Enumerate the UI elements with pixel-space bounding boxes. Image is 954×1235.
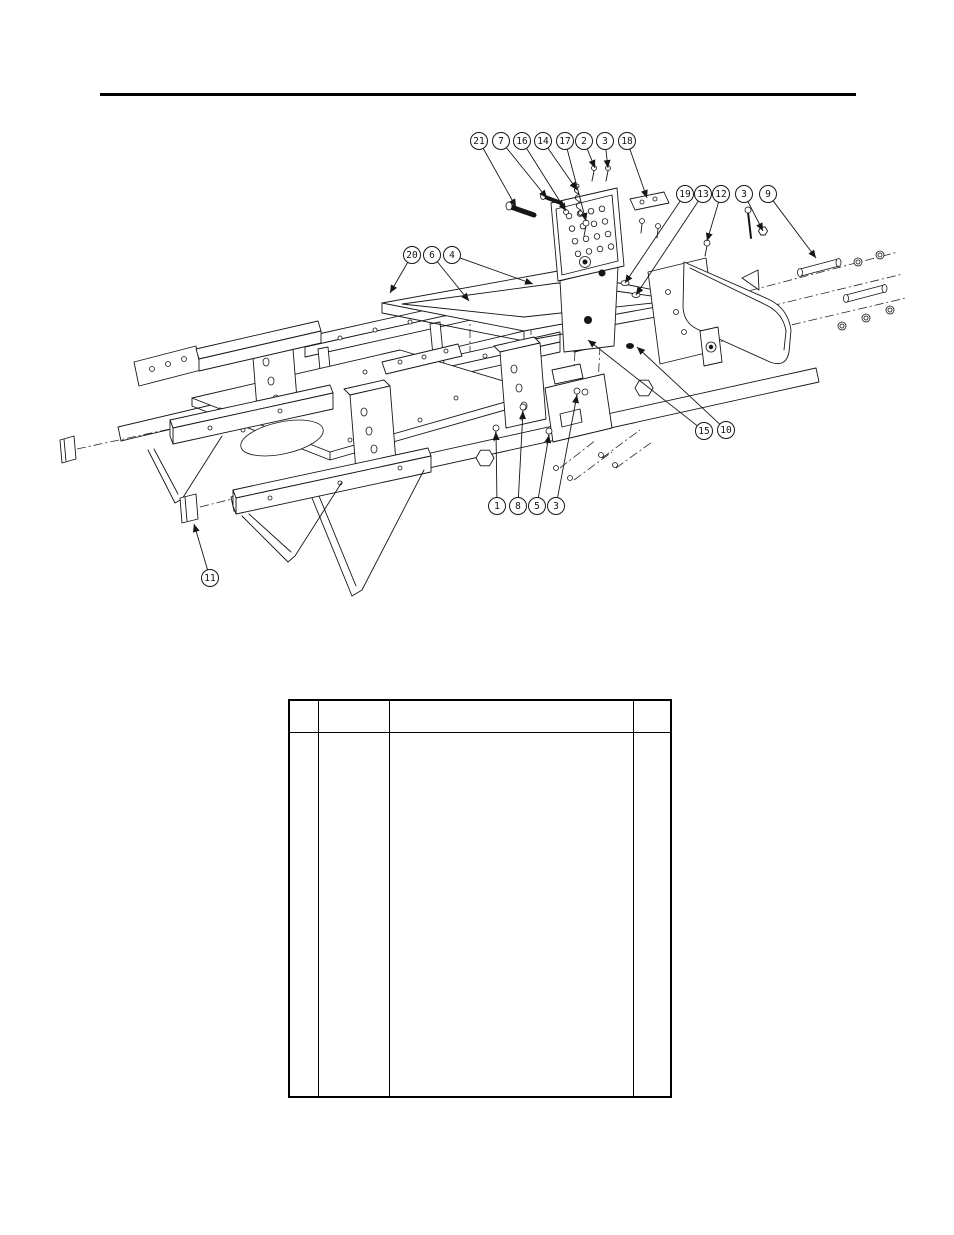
body-cell-part-no (319, 733, 390, 1096)
callout-number: 17 (559, 136, 571, 148)
callout-number: 12 (715, 189, 727, 201)
callout-leader-line (587, 149, 595, 168)
callout-leader-line (390, 262, 408, 293)
callout-leader-line (538, 435, 549, 498)
callout-number: 4 (449, 250, 455, 262)
col-header-item (290, 701, 319, 732)
callout-number: 5 (534, 501, 540, 513)
callout-number: 19 (679, 189, 691, 201)
col-header-part-no (319, 701, 390, 732)
callout-number: 11 (204, 573, 216, 585)
frame-line-art (60, 166, 906, 597)
callout-number: 8 (515, 501, 521, 513)
callout-number: 2 (581, 136, 587, 148)
callout-number: 10 (720, 425, 732, 437)
body-cell-qty (634, 733, 670, 1096)
callout-number: 14 (537, 136, 549, 148)
parts-table (288, 699, 672, 1098)
callout-number: 13 (697, 189, 709, 201)
callout-number: 3 (741, 189, 747, 201)
parts-table-body-row (290, 733, 670, 1096)
callout-leader-line (773, 201, 816, 258)
callout-number: 16 (516, 136, 528, 148)
callout-number: 15 (698, 426, 710, 438)
callout-leader-line (194, 524, 208, 570)
body-cell-item (290, 733, 319, 1096)
callout-number: 1 (494, 501, 500, 513)
col-header-description (390, 701, 634, 732)
callout-leader-line (707, 202, 719, 241)
callout-leader-line (630, 149, 647, 198)
callout-number: 3 (553, 501, 559, 513)
body-cell-description (390, 733, 634, 1096)
callout-leader-line (460, 258, 533, 284)
callout-number: 9 (765, 189, 771, 201)
callout-leader-line (506, 148, 547, 198)
callout-number: 21 (473, 136, 485, 148)
callout-leader-line (606, 149, 608, 168)
callout-leader-line (496, 432, 497, 498)
callout-leader-line (483, 148, 516, 207)
col-header-qty (634, 701, 670, 732)
callout-number: 6 (429, 250, 435, 262)
callout-number: 7 (498, 136, 504, 148)
callout-number: 3 (602, 136, 608, 148)
callout-number: 20 (406, 250, 418, 262)
callout-number: 18 (621, 136, 633, 148)
parts-table-header-row (290, 701, 670, 733)
